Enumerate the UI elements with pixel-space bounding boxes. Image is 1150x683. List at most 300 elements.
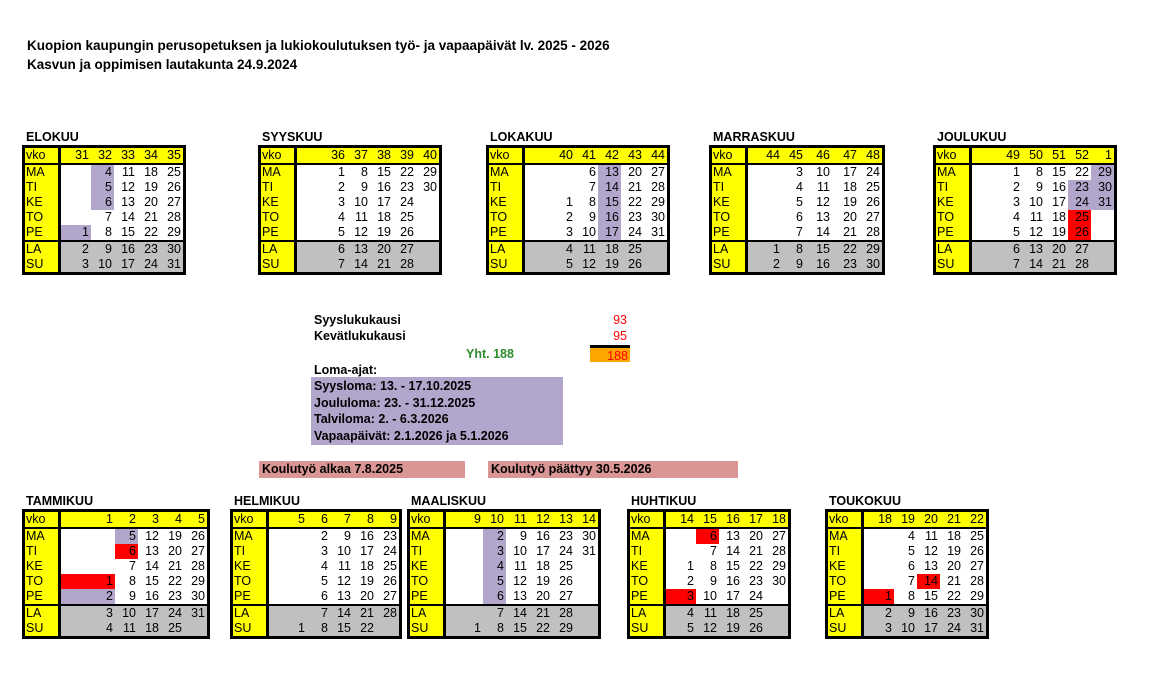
day-cell: 12 — [575, 257, 598, 272]
day-label: SU — [261, 257, 296, 272]
day-cell: 31 — [963, 621, 986, 636]
day-label: KE — [261, 195, 296, 210]
day-cell: 1 — [60, 225, 92, 241]
day-cell: 13 — [145, 544, 159, 558]
day-cell — [60, 195, 92, 210]
day-cell: 19 — [719, 621, 742, 636]
day-cell: 3 — [863, 621, 895, 636]
day-cell: 28 — [393, 257, 416, 272]
day-label: KE — [936, 195, 971, 210]
day-cell: 22 — [168, 574, 182, 588]
day-label: LA — [25, 605, 60, 621]
day-cell: 11 — [925, 529, 938, 543]
day-cell: 20 — [843, 210, 857, 224]
day-cell — [863, 544, 895, 559]
day-cell: 7 — [129, 559, 136, 573]
day-cell: 18 — [360, 559, 374, 573]
day-cell: 15 — [145, 574, 159, 588]
month-name: MARRASKUU — [713, 130, 795, 144]
day-cell: 14 — [121, 210, 135, 224]
week-number: 12 — [529, 512, 552, 528]
day-cell — [416, 241, 439, 257]
day-cell: 25 — [1068, 210, 1091, 225]
day-cell: 24 — [1068, 195, 1091, 210]
day-label: LA — [25, 241, 60, 257]
day-label: TO — [233, 574, 268, 589]
week-number: 6 — [307, 512, 330, 528]
day-cell: 17 — [726, 589, 740, 603]
week-label: vko — [712, 148, 747, 164]
day-label: SU — [489, 257, 524, 272]
day-label: PE — [410, 589, 445, 605]
day-cell: 9 — [91, 241, 114, 257]
day-cell: 7 — [105, 210, 112, 224]
day-label: TO — [828, 574, 863, 589]
day-cell: 5 — [483, 574, 506, 589]
day-cell: 21 — [370, 257, 393, 272]
day-cell — [765, 605, 788, 621]
day-cell: 14 — [347, 257, 370, 272]
day-label: TO — [261, 210, 296, 225]
day-cell — [863, 574, 895, 589]
day-cell — [1091, 210, 1114, 225]
day-cell — [416, 257, 439, 272]
day-cell: 9 — [361, 180, 368, 194]
day-label: MA — [261, 164, 296, 180]
week-label: vko — [936, 148, 971, 164]
day-cell — [268, 589, 308, 605]
day-cell: 15 — [805, 241, 832, 257]
day-cell — [665, 544, 697, 559]
day-cell: 30 — [160, 241, 183, 257]
day-label: TI — [630, 544, 665, 559]
day-cell — [268, 574, 308, 589]
day-cell: 25 — [866, 180, 880, 194]
day-cell — [416, 225, 439, 241]
day-label: PE — [712, 225, 747, 241]
week-number: 22 — [963, 512, 986, 528]
title-line-2: Kasvun ja oppimisen lautakunta 24.9.2024 — [27, 57, 298, 72]
day-cell: 10 — [115, 605, 138, 621]
day-label: SU — [25, 257, 60, 272]
day-cell: 3 — [796, 165, 803, 179]
day-cell — [184, 621, 207, 636]
day-label: SU — [410, 621, 445, 636]
day-cell: 28 — [1068, 257, 1091, 272]
day-cell: 11 — [355, 210, 368, 224]
day-cell: 7 — [971, 257, 1023, 272]
day-label: TO — [410, 574, 445, 589]
day-cell: 5 — [115, 528, 138, 544]
day-cell: 20 — [536, 589, 550, 603]
day-cell: 20 — [168, 544, 182, 558]
day-cell: 29 — [970, 589, 984, 603]
day-cell: 3 — [665, 589, 697, 605]
day-cell: 13 — [347, 241, 370, 257]
day-cell: 14 — [1022, 257, 1045, 272]
day-cell: 14 — [917, 574, 940, 589]
day-cell: 20 — [1045, 241, 1068, 257]
day-cell — [445, 528, 484, 544]
day-cell: 2 — [60, 589, 116, 605]
day-cell: 1 — [1013, 165, 1020, 179]
week-number: 43 — [621, 148, 644, 164]
day-cell: 10 — [582, 225, 596, 239]
week-number: 46 — [805, 148, 832, 164]
day-label: TO — [630, 574, 665, 589]
week-number: 33 — [114, 148, 137, 164]
day-cell — [524, 164, 576, 180]
month-calendar-lokakuu — [486, 145, 670, 275]
day-cell: 15 — [1052, 165, 1066, 179]
day-label: KE — [25, 195, 60, 210]
day-cell: 28 — [866, 225, 880, 239]
document-title — [27, 36, 610, 74]
spring-term-label: Kevätlukukausi — [314, 329, 406, 343]
day-cell: 10 — [894, 621, 917, 636]
day-cell: 5 — [321, 574, 328, 588]
week-label: vko — [489, 148, 524, 164]
day-label: LA — [233, 605, 268, 621]
day-label: TI — [233, 544, 268, 559]
month-calendar-helmikuu — [230, 509, 402, 639]
day-label: KE — [630, 559, 665, 574]
day-cell: 1 — [747, 241, 783, 257]
day-cell: 16 — [805, 257, 832, 272]
day-cell: 4 — [60, 621, 116, 636]
week-label: vko — [828, 512, 863, 528]
day-cell — [644, 241, 667, 257]
week-number: 8 — [353, 512, 376, 528]
day-cell: 18 — [598, 241, 621, 257]
day-label: MA — [233, 528, 268, 544]
month-calendar-huhtikuu — [627, 509, 791, 639]
week-number: 35 — [160, 148, 183, 164]
day-cell — [747, 195, 783, 210]
day-cell — [445, 544, 484, 559]
day-cell — [575, 559, 598, 574]
month-calendar-marraskuu — [709, 145, 885, 275]
day-cell: 22 — [400, 165, 414, 179]
day-label: KE — [233, 559, 268, 574]
day-cell: 21 — [843, 225, 857, 239]
week-number: 1 — [60, 512, 116, 528]
day-cell: 23 — [400, 180, 414, 194]
day-cell — [60, 559, 116, 574]
spring-term-days: 95 — [613, 329, 627, 343]
week-number: 38 — [370, 148, 393, 164]
day-cell: 11 — [1030, 210, 1043, 224]
day-label: KE — [489, 195, 524, 210]
day-cell: 2 — [687, 574, 694, 588]
day-cell: 2 — [483, 528, 506, 544]
day-cell: 18 — [843, 180, 857, 194]
day-cell — [60, 544, 116, 559]
day-cell — [445, 589, 484, 605]
day-cell: 8 — [908, 589, 915, 603]
day-cell: 2 — [1013, 180, 1020, 194]
week-label: vko — [233, 512, 268, 528]
day-cell: 26 — [621, 257, 644, 272]
day-cell: 10 — [337, 544, 351, 558]
day-cell: 2 — [747, 257, 783, 272]
day-cell: 27 — [866, 210, 880, 224]
day-cell: 21 — [529, 605, 552, 621]
day-cell: 12 — [696, 621, 719, 636]
day-cell: 9 — [589, 210, 596, 224]
week-number: 45 — [782, 148, 805, 164]
day-label: KE — [410, 559, 445, 574]
day-cell: 30 — [651, 210, 665, 224]
day-cell: 31 — [1091, 195, 1114, 210]
day-cell: 17 — [114, 257, 137, 272]
day-label: TI — [25, 544, 60, 559]
day-cell: 6 — [483, 589, 506, 605]
day-cell — [416, 210, 439, 225]
day-cell: 28 — [191, 559, 205, 573]
day-cell: 4 — [338, 210, 345, 224]
day-label: SU — [712, 257, 747, 272]
day-cell: 4 — [908, 529, 915, 543]
day-cell — [268, 605, 308, 621]
day-cell: 7 — [483, 605, 506, 621]
day-cell: 24 — [161, 605, 184, 621]
day-cell: 11 — [514, 559, 527, 573]
day-cell: 26 — [866, 195, 880, 209]
week-number: 32 — [91, 148, 114, 164]
week-number: 40 — [524, 148, 576, 164]
day-cell: 29 — [552, 621, 575, 636]
day-label: PE — [261, 225, 296, 241]
day-cell: 31 — [184, 605, 207, 621]
day-cell — [747, 225, 783, 241]
week-label: vko — [25, 512, 60, 528]
day-cell: 26 — [167, 180, 181, 194]
day-cell: 13 — [121, 195, 135, 209]
day-label: KE — [25, 559, 60, 574]
day-cell: 20 — [749, 529, 763, 543]
day-cell: 22 — [947, 589, 961, 603]
day-cell — [445, 605, 484, 621]
day-cell — [268, 528, 308, 544]
day-cell: 3 — [60, 605, 116, 621]
day-cell: 26 — [191, 529, 205, 543]
day-cell: 9 — [894, 605, 917, 621]
day-cell: 27 — [167, 195, 181, 209]
day-cell: 11 — [696, 605, 719, 621]
day-cell: 16 — [917, 605, 940, 621]
day-cell: 12 — [145, 529, 159, 543]
day-cell: 23 — [559, 529, 573, 543]
day-cell: 10 — [703, 589, 717, 603]
day-cell: 20 — [628, 165, 642, 179]
day-cell: 3 — [321, 544, 328, 558]
month-name: TOUKOKUU — [829, 494, 901, 508]
day-cell: 29 — [651, 195, 665, 209]
day-cell: 16 — [1052, 180, 1066, 194]
week-number: 21 — [940, 512, 963, 528]
day-cell: 9 — [782, 257, 805, 272]
day-cell — [60, 210, 92, 225]
day-label: LA — [828, 605, 863, 621]
day-label: LA — [630, 605, 665, 621]
day-cell: 18 — [138, 621, 161, 636]
week-number: 50 — [1022, 148, 1045, 164]
day-cell: 29 — [167, 225, 181, 239]
week-number: 17 — [742, 512, 765, 528]
day-cell: 5 — [908, 544, 915, 558]
day-cell: 2 — [60, 241, 92, 257]
day-cell: 27 — [383, 589, 397, 603]
day-cell: 25 — [161, 621, 184, 636]
day-cell: 27 — [772, 529, 786, 543]
day-cell: 30 — [963, 605, 986, 621]
day-label: PE — [630, 589, 665, 605]
day-cell: 27 — [970, 559, 984, 573]
day-cell — [575, 589, 598, 605]
day-label: LA — [712, 241, 747, 257]
week-number: 20 — [917, 512, 940, 528]
day-cell: 7 — [710, 544, 717, 558]
day-cell: 28 — [970, 574, 984, 588]
day-label: MA — [712, 164, 747, 180]
day-cell: 26 — [559, 574, 573, 588]
day-label: MA — [410, 528, 445, 544]
day-cell: 7 — [296, 257, 348, 272]
day-cell: 15 — [726, 559, 740, 573]
holiday-autumn: Syysloma: 13. - 17.10.2025 — [314, 379, 472, 393]
day-cell: 25 — [559, 559, 573, 573]
day-cell: 8 — [129, 574, 136, 588]
day-cell: 5 — [91, 180, 114, 195]
day-cell — [575, 574, 598, 589]
day-cell: 16 — [360, 529, 374, 543]
day-cell: 11 — [122, 165, 135, 179]
day-cell: 26 — [742, 621, 765, 636]
day-cell: 10 — [513, 544, 527, 558]
day-label: SU — [630, 621, 665, 636]
day-cell: 20 — [144, 195, 158, 209]
day-cell: 25 — [400, 210, 414, 224]
day-cell: 24 — [628, 225, 642, 239]
day-cell: 21 — [353, 605, 376, 621]
month-calendar-toukokuu — [825, 509, 989, 639]
day-cell: 1 — [687, 559, 694, 573]
day-cell: 5 — [524, 257, 576, 272]
day-label: LA — [261, 241, 296, 257]
day-cell: 23 — [383, 529, 397, 543]
day-cell: 24 — [749, 589, 763, 603]
day-cell: 5 — [1013, 225, 1020, 239]
week-number: 40 — [416, 148, 439, 164]
day-cell: 25 — [742, 605, 765, 621]
week-number: 47 — [832, 148, 859, 164]
day-cell: 6 — [696, 528, 719, 544]
week-number: 51 — [1045, 148, 1068, 164]
week-number: 19 — [894, 512, 917, 528]
day-label: LA — [936, 241, 971, 257]
school-end: Koulutyö päättyy 30.5.2026 — [488, 461, 738, 478]
day-cell: 30 — [582, 529, 596, 543]
day-cell — [747, 210, 783, 225]
week-number: 34 — [137, 148, 160, 164]
day-cell: 27 — [191, 544, 205, 558]
week-label: vko — [25, 148, 60, 164]
day-cell: 17 — [377, 195, 391, 209]
day-cell: 16 — [536, 529, 550, 543]
day-cell — [1091, 257, 1114, 272]
day-cell: 10 — [816, 165, 830, 179]
week-number: 9 — [445, 512, 484, 528]
day-cell: 29 — [772, 559, 786, 573]
day-cell: 9 — [1036, 180, 1043, 194]
day-label: MA — [630, 528, 665, 544]
day-cell: 24 — [866, 165, 880, 179]
day-cell: 15 — [598, 195, 621, 210]
day-cell: 23 — [168, 589, 182, 603]
month-name: SYYSKUU — [262, 130, 323, 144]
day-cell: 10 — [1029, 195, 1043, 209]
day-cell: 3 — [483, 544, 506, 559]
day-cell: 8 — [307, 621, 330, 636]
day-label: PE — [489, 225, 524, 241]
week-number: 31 — [60, 148, 92, 164]
day-cell: 13 — [1022, 241, 1045, 257]
day-label: TI — [25, 180, 60, 195]
day-cell: 12 — [513, 574, 527, 588]
day-cell — [665, 528, 697, 544]
day-label: SU — [25, 621, 60, 636]
week-number: 18 — [765, 512, 788, 528]
day-cell: 5 — [796, 195, 803, 209]
day-cell: 9 — [129, 589, 136, 603]
day-cell: 23 — [749, 574, 763, 588]
week-label: vko — [630, 512, 665, 528]
day-cell: 13 — [337, 589, 351, 603]
day-cell: 10 — [91, 257, 114, 272]
day-cell: 5 — [338, 225, 345, 239]
day-cell — [1091, 241, 1114, 257]
day-cell: 17 — [917, 621, 940, 636]
day-cell: 21 — [168, 559, 182, 573]
day-cell: 20 — [360, 589, 374, 603]
day-label: MA — [25, 528, 60, 544]
month-name: HUHTIKUU — [631, 494, 697, 508]
day-cell: 17 — [360, 544, 374, 558]
day-cell: 6 — [321, 589, 328, 603]
day-cell: 16 — [726, 574, 740, 588]
day-cell: 31 — [160, 257, 183, 272]
week-number: 2 — [115, 512, 138, 528]
day-label: KE — [828, 559, 863, 574]
day-cell: 22 — [749, 559, 763, 573]
day-cell: 4 — [1013, 210, 1020, 224]
day-cell: 3 — [566, 225, 573, 239]
day-cell — [268, 559, 308, 574]
day-cell: 30 — [191, 589, 205, 603]
week-number: 7 — [330, 512, 353, 528]
week-number: 41 — [575, 148, 598, 164]
day-cell: 19 — [168, 529, 182, 543]
week-number: 5 — [268, 512, 308, 528]
day-cell: 7 — [796, 225, 803, 239]
holidays-box — [311, 377, 563, 445]
title-line-1: Kuopion kaupungin perusopetuksen ja lukiokoulutuksen työ- ja vapaapäivät lv. 2025 - 2026 — [27, 38, 610, 53]
week-number: 9 — [376, 512, 399, 528]
day-cell: 19 — [144, 180, 158, 194]
day-cell: 16 — [598, 210, 621, 225]
week-number: 11 — [506, 512, 529, 528]
